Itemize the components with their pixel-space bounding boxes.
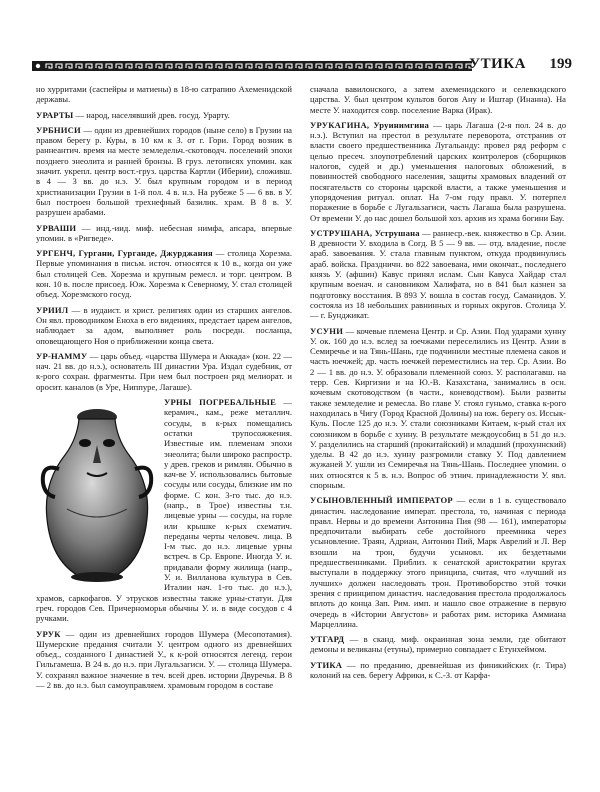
entry-urgench [36, 248, 292, 299]
entry-usuni [310, 326, 566, 491]
face-urn-illustration [36, 399, 158, 585]
entry-ur-nammu [36, 351, 292, 392]
entry-text: — царь Лагаша (2-я пол. 24 в. до н.э.). Вступил на престол в результате переворота, отстранив от власти своего предшественника Лугальанду: провел ряд реформ с целью пресеч. злоупотреблений царских контролеров (сборщиков налогов, судей и др.) уменьшения налоговых обложений, в повинностей свободного населения, защиты храмовых владений от посягательств со стороны царской власти, а также уменьшения и упорядочения ритуал. оплат. На 7-ом году правл. У. потерпел поражение в борьбе с Лугальзагиси, часть Лагаша была разрушена. От времени У. до нас дошел большой хоз. архив из храма богини Бау. [310, 119, 566, 223]
entry-uruk [36, 629, 292, 691]
entry-uruk-continued [310, 84, 566, 115]
urn-drawing [36, 399, 158, 585]
entry-headword: УРБНИСИ [36, 124, 81, 135]
entry-text: — царь объед. «царства Шумера и Аккада» (кон. 22 — нач. 21 вв. до н.э.), основатель III династии Ура. Издал судебник, от к-рого сохран. фрагменты. При нем был построен ряд мелиорат. и оросит. каналов (в Уре, Ниппуре, Лагаше). [36, 350, 292, 392]
entry-text: — народ, населявший древ. госуд. Урарту. [73, 109, 230, 120]
entry-urarty [36, 110, 292, 120]
entry-text: — один из древнейших городов Шумера (Месопотамия). Шумерские предания считали У. центром одного из древнейших объед., созданного I династией У., к к-рой относятся легенд. герои Гильгамеша. В 24 в. до н.э. при Лугальзагиси. У. — столица Шумера. У. сохранял важное значение в теч. всей древ. истории Двуречья. В 8 — 2 вв. до н.э. был самоуправляем. храмовым городом в составе [36, 628, 292, 691]
entry-headword: УТГАРД [310, 634, 345, 645]
entry-headword: УРИИЛ [36, 304, 69, 315]
entry-text: — керамич., кам., реже металлич. сосуды, в к-рых помещались остатки трупосожжения. Известные им. племенам эпохи энеолита; были широко распростр. у древ. греков и римлян. Обычно в кач-ве У. использовались бытовые сосуды или сосуды, близкие им по форме. С кон. 3-го тыс. до н.э. (напр., в Трое) известны т.н. лицевые урны — сосуды, на горле или крышке к-рых схематич. переданы черты человеч. лица. В I-м тыс. до н.э. лицевые урны встреч. в Ср. Европе. Иногда У. и. придавали форму жилища (напр., У. и. Вилланова культура в Сев. Италии нач. 1-го тыс. до н.э.), храмов, саркофагов. У этрусков известны также урны-статуи. Для греч. городов Сев. Причерноморья обычны У. и. в виде сосудов с 4 ручками. [36, 397, 293, 624]
entry-usynovlenny [310, 495, 566, 629]
entry-text: — раннеср.-век. княжество в Ср. Азии. В древности У. входила в Согд. В 5 — 9 вв. — отд. владение, после араб. завоевания. У. стала главным пунктом, откуда продвинулись араб. войска. Праздничн. во 822 завоевана, ими окончат., последнего князь У. (афшин) Кавус принял ислам. Сын Кавуса Хайдар стал крупным военач. и сановником Халифата, но в 841 был казнен за подготовку восстания. В 893 У. вошла в состав госуд. Саманидов. У. состояла из 18 небольших равнинных и горных округов. Столица У. — г. Бунджикат. [310, 227, 567, 321]
page-header [32, 58, 572, 74]
entry-uriil [36, 305, 292, 346]
entry-urukagina [310, 120, 566, 223]
entry-text: — кочевые племена Центр. и Ср. Азии. Под ударами хунну У. ок. 160 до н.э. вслед за юечжами переселились из Центр. Азии в Семиречье и на Тянь-Шань, где подчинили местные племена саков и часть юечжей; др. часть юечжей переместились на тер. Ср. Азии. Во 2 — 1 вв. до н.э. У. образовали племенной союз. У. располагавш. на терр. Сев. Киргизии и на Ю.-В. Казахстана, занимались в осн. кочевым скотоводством (в части., коневодством). Были развиты также земледелие и ремесла. Во главе У. стоял гуньмо, ставка к-рого находилась в Чигу (Город Красной Долины) на юж. берегу оз. Иссык-Куль. После 125 до н.э. У. стали союзниками Китаем, к-рый стал их союзником в борьбе с хунну. В результате междоусобиц в 51 до н.э. У. разделились на старший (прокитайский) и младший (прохуннский) уделы. В 42 до н.э. хунну разгромили ставку У. Под давлением жужаней У. ушли из Семиречья на Тянь-Шань. Последнее упомин. о них относятся к 5 в. н.э. Вопрос об этнич. принадлежности У. явл. спорным. [310, 325, 566, 490]
entry-text: — столица Хорезма. Первые упоминания в письм. источ. относятся к 10 в., когда он уже был столицей Сев. Хорезма и крупным ремесл. и торг. центром. В кон. 10 в. после присоед. Юж. Хорезма к Северному, У. стал столицей объед. Хорезмского госуд. [36, 248, 292, 300]
entry-headword: УРВАШИ [36, 222, 77, 233]
entry-urny [36, 397, 292, 624]
entry-text: — один из древнейших городов (ныне село) в Грузии на правом берегу р. Куры, в 10 км к З. от г. Гори. Город возник в раннеантич. время на месте земледельч.-скотоводч. поселений эпохи позднего энеолита и ранней бронзы. В груз. летописях упомин. как значит. укрепл. центр вост.-груз. царства Картли (Иберии), сложивш. в 4 — 3 вв. до н.э. У. был крупным городом и в период христианизации Грузии в 1-й пол. 4 в. н.э. На рубеже 5 — 6 вв. в У. был построен большой трехнефный базилик. храм. В 8 в. У. разрушен арабами. [36, 124, 292, 218]
entry-utika [310, 660, 566, 681]
entry-text: но хурритами (саспейры и матиены) в 18-ю сатрапию Ахеменидской державы. [36, 84, 292, 105]
right-column [310, 84, 566, 685]
entry-text: — инд.-иид. миф. небесная нимфа, апсара, впервые упомин. в «Ригведе». [36, 222, 292, 243]
page-number: 199 [549, 56, 572, 72]
entry-headword: УРУКАГИНА, Уруинимгина [310, 119, 430, 130]
entry-headword: УРГЕНЧ, Гургани, Гурганде, Джурджания [36, 248, 213, 259]
entry-text: сначала вавилонского, а затем ахеменидского и селевкидского царства. У. был центром культов богов Ану и Иштар (Инанна). На месте У. находится совр. поселение Варка (Ирак). [310, 84, 566, 115]
entry-headword: УСТРУШАНА, Уструшана [310, 227, 420, 238]
entry-intro [36, 84, 292, 105]
entry-headword: УРНЫ ПОГРЕБАЛЬНЫЕ [164, 397, 277, 408]
decorative-border-ornament [32, 61, 472, 71]
entry-headword: УТИКА [310, 659, 343, 670]
entry-urvashi [36, 223, 292, 244]
entry-text: — в иудаист. и христ. религиях один из старших ангелов. Он явл. проводником Еноха в его видениях, предстает царем ангелов, наблюдает за адом, выполняет роль посредн. посланца, оповещающего Ноя о приближении конца света. [36, 304, 292, 346]
entry-urbnisi [36, 125, 292, 218]
running-title: УТИКА [469, 56, 526, 72]
entry-headword: УСУНИ [310, 325, 344, 336]
entry-text: — если в 1 в. существовало династич. наследование императ. престола, то, начиная с периода правл. Нервы и до времени Антонина Пия (98 — 161), императоры предпочитали выбирать себе достойного преемника через усыновление. Траян, Адриан, Антонин Пий, Марк Аврелий и Л. Вер взошли на трон, будучи усыновл. их бездетными предшественниками. Приблиз. к сенатской аристократии кругах выступали в поддержку этого принципа, считая, что «лучший из лучших» должен наследовать трон. Противоборство этой точки зрения с принципом династич. наследования престола продолжалось вплоть до конца Зап. Рим. имп. и нашло свое отражение в первую очередь в «Истории Августов» и работах рим. историка Аммиана Марцеллина. [310, 495, 566, 629]
entry-text: — в сканд. миф. окраинная зона земли, где обитают демоны и великаны (етуны), примерно совпадает с Етунхеймом. [310, 634, 566, 655]
entry-ustrushana [310, 228, 566, 321]
entry-headword: УРАРТЫ [36, 109, 74, 120]
entry-headword: УРУК [36, 628, 61, 639]
entry-utgard [310, 634, 566, 655]
entry-text: — по преданию, древнейшая из финикийских (г. Тира) колоний на сев. берегу Африки, к С.-З. от Карфа- [310, 659, 566, 681]
entry-headword: УСЫНОВЛЕННЫЙ ИМПЕРАТОР [310, 495, 453, 506]
left-column [36, 84, 292, 695]
entry-headword: УР-НАММУ [36, 350, 88, 361]
